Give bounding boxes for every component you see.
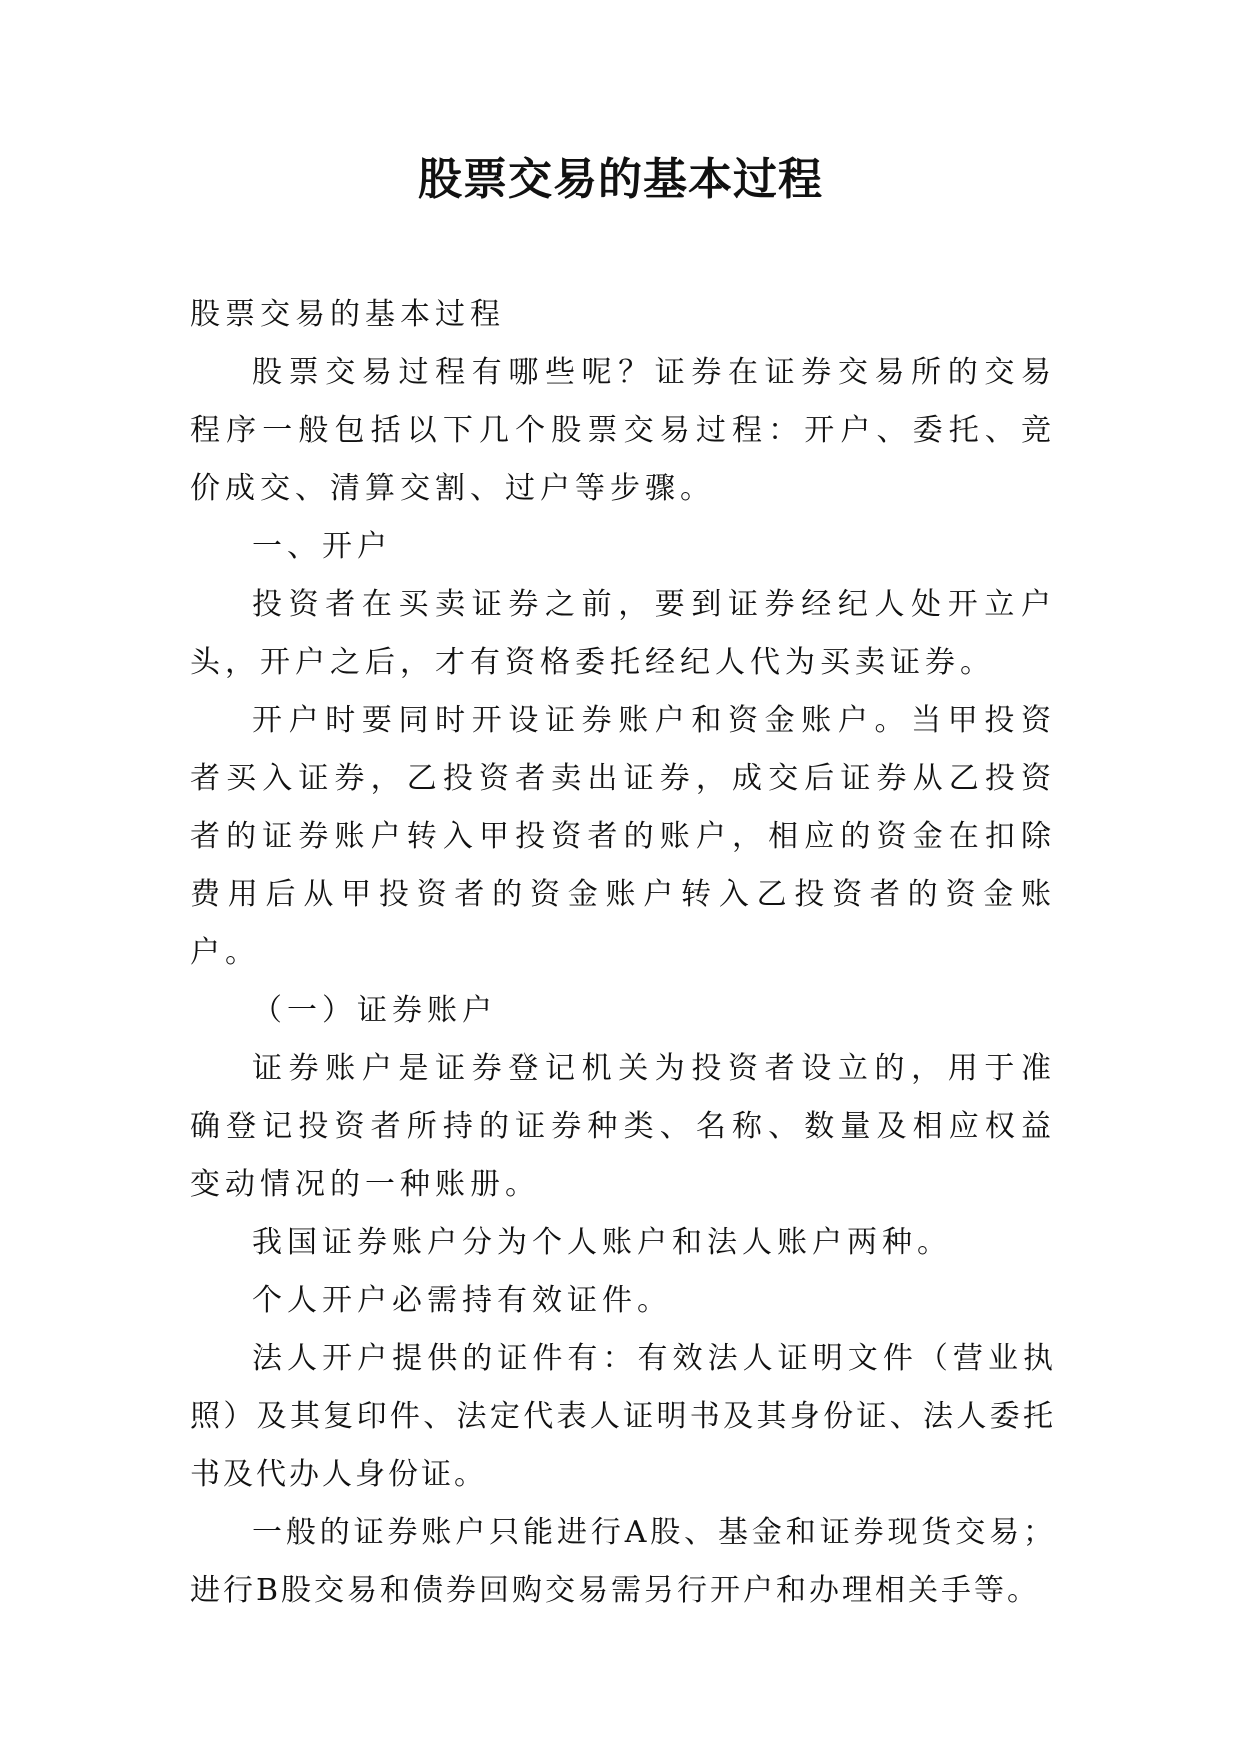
body-paragraph: 法人开户提供的证件有：有效法人证明文件（营业执照）及其复印件、法定代表人证明书及其身份证、法人委托书及代办人身份证。 [190, 1341, 1056, 1492]
body-paragraph: 个人开户必需持有效证件。 [252, 1283, 672, 1318]
document-title: 股票交易的基本过程 [418, 154, 823, 205]
subtitle-paragraph: 股票交易的基本过程 [190, 297, 505, 332]
body-paragraph: 证券账户是证券登记机关为投资者设立的，用于准确登记投资者所持的证券种类、名称、数量及相应权益变动情况的一种账册。 [190, 1051, 1056, 1202]
body-paragraph: 我国证券账户分为个人账户和法人账户两种。 [252, 1225, 952, 1260]
body-paragraph: 投资者在买卖证券之前，要到证券经纪人处开立户头，开户之后，才有资格委托经纪人代为买卖证券。 [190, 587, 1056, 680]
body-paragraph: 一般的证券账户只能进行A股、基金和证券现货交易；进行B股交易和债券回购交易需另行开户和办理相关手等。 [190, 1515, 1056, 1608]
intro-paragraph: 股票交易过程有哪些呢？证券在证券交易所的交易程序一般包括以下几个股票交易过程：开户、委托、竞价成交、清算交割、过户等步骤。 [190, 355, 1056, 506]
subsection-heading-securities-account: （一）证券账户 [252, 993, 497, 1028]
section-heading-open-account: 一、开户 [252, 529, 392, 564]
body-paragraph: 开户时要同时开设证券账户和资金账户。当甲投资者买入证券，乙投资者卖出证券，成交后证券从乙投资者的证券账户转入甲投资者的账户，相应的资金在扣除费用后从甲投资者的资金账户转入乙投资者的资金账户。 [190, 703, 1056, 970]
document-body [190, 286, 1056, 1620]
